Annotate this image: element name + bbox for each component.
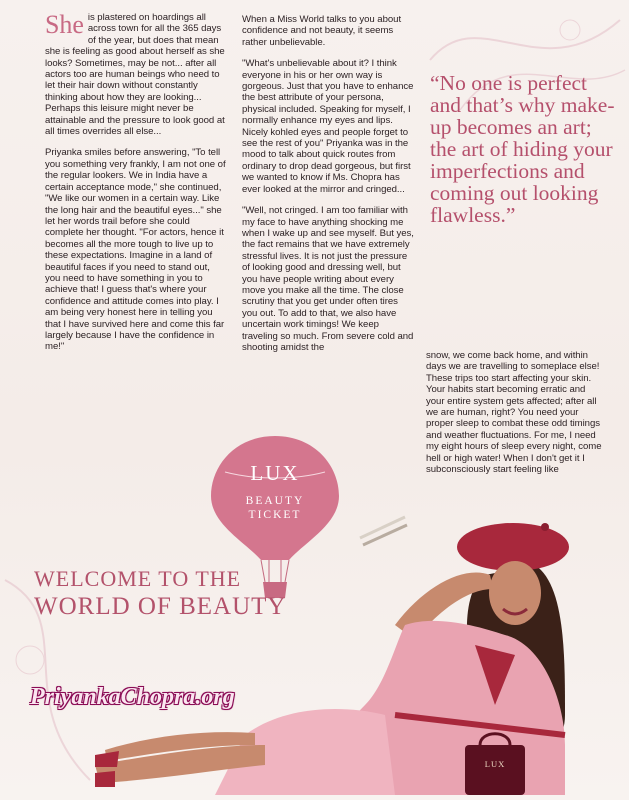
balloon-line-2: TICKET <box>248 509 302 521</box>
lux-bag <box>465 745 525 795</box>
article-column-3 <box>426 350 606 485</box>
lux-bag-label: LUX <box>484 759 506 769</box>
pull-quote: “No one is perfect and that’s why make-up becomes an art; the art of hiding your imperfections and coming out looking flawless.” <box>430 71 615 227</box>
column-1-paragraph-1 <box>45 12 227 137</box>
column-1-paragraph-2: Priyanka smiles before answering, "To tell you something very frankly, I am not one of the regular lookers. We in India have a certain acceptance mode," she continued, "We like our women in a certain way. Like the long hair and the beautiful eyes..." she let her words trail before she could complete her thought. "For actors, hence it becomes all the more tough to live up to these expectations. Imagine in a land of beautiful faces if you need to stand out, you need to have something in you to achieve that! I guess that's where your confidence and attitude comes into play. I am being very honest here in telling you that I have survived here and come this far largely because I have the confidence in me!" <box>45 147 226 353</box>
site-watermark: PriyankaChopra.org <box>30 684 235 710</box>
balloon-line-1: BEAUTY <box>245 495 305 507</box>
column-3-paragraph-1: snow, we come back home, and within days we are travelling to someplace else! These trips too start affecting your skin. Your habits start becoming erratic and your entire system gets affected; after all we are human, right? You need your proper sleep to combat these odd timings and weather fluctuations. For me, I need my eight hours of sleep every night, come hell or high water! When I don't get it I subconsciously start feeling like <box>426 350 602 476</box>
column-2-paragraph-3: "Well, not cringed. I am too familiar with my face to have anything shocking me when I wake up and see myself. But yes, the fact remains that we have extremely stressful lives. It is not just the pressure of looking good and dressing well, but you have people writing about every move you make all the time. The close scrutiny that you get under often tires you out. To add to that, we also have uncertain work timings! We keep traveling so much. From severe cold and shooting amidst the <box>242 205 414 353</box>
column-1-text-1: is plastered on hoardings all across town for all the 365 days of the year, but does that mean she is feeling as good about herself as she looks? Sometimes, may be not... after all actors too are human beings who need to let their hair down without constantly thinking about how they are looking... Perhaps this leisure might never be attainable and the pressure to look good at all times overrides all else... <box>45 12 225 138</box>
model-shoe <box>95 751 119 767</box>
column-2-paragraph-1: When a Miss World talks to you about confidence and not beauty, it seems rather unbelievable. <box>242 14 402 48</box>
column-2-paragraph-2: "What's unbelievable about it? I think everyone in his or her own way is gorgeous. Just that you have to enhance the best attribute of your persona, physical included. Speaking for myself, I normally enhance my eyes and lips. Nicely kohled eyes and people forget to see the rest of you" Priyanka was in the mood to talk about quick routes from ordinary to drop dead gorgeous, but first we wanted to know if Ms. Chopra has ever looked at the mirror and cringed... <box>242 58 414 195</box>
balloon-brand: LUX <box>250 461 300 485</box>
headline-line-2: WORLD OF BEAUTY <box>34 593 287 620</box>
model-photo <box>95 505 629 800</box>
dropcap-she: She <box>45 10 84 39</box>
article-column-1 <box>45 12 227 363</box>
headline-line-1: WELCOME TO THE <box>34 566 242 591</box>
article-column-2 <box>242 14 414 363</box>
